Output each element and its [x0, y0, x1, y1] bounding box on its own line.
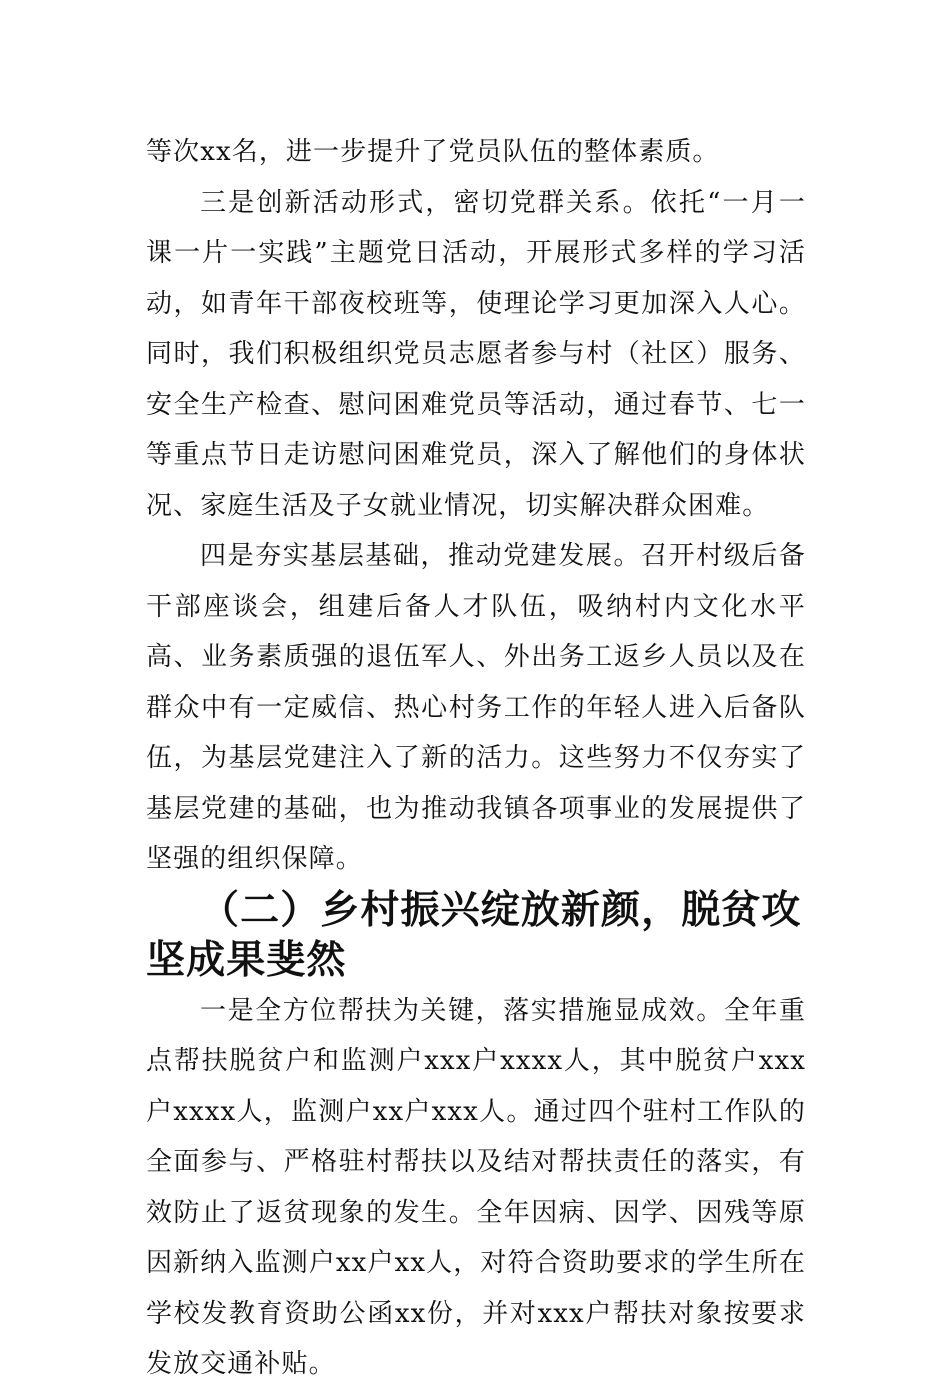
- paragraph-point-three: 三是创新活动形式，密切党群关系。依托“一月一课一片一实践”主题党日活动，开展形式多样的学习活动，如青年干部夜校班等，使理论学习更加深入人心。同时，我们积极组织党员志愿者参与村（社区）服务、安全生产检查、慰问困难党员等活动，通过春节、七一等重点节日走访慰问困难党员，深入了解他们的身体状况、家庭生活及子女就业情况，切实解决群众困难。: [146, 187, 806, 521]
- section-heading: （二）乡村振兴绽放新颜，脱贫攻坚成果斐然: [146, 886, 802, 983]
- paragraph-continuation: 等次xx名，进一步提升了党员队伍的整体素质。: [146, 137, 720, 167]
- paragraph-section2-point-one: 一是全方位帮扶为关键，落实措施显成效。全年重点帮扶脱贫户和监测户xxx户xxxx人，其中脱贫户xxx户xxxx人，监测户xx户xxx人。通过四个驻村工作队的全面参与、严格驻村帮扶以及结对帮扶责任的落实，有效防止了返贫现象的发生。全年因病、因学、因残等原因新纳入监测户xx户xx人，对符合资助要求的学生所在学校发教育资助公函xx份，并对xxx户帮扶对象按要求发放交通补贴。: [146, 995, 806, 1379]
- document-page: [146, 127, 806, 1390]
- paragraph-point-four: 四是夯实基层基础，推动党建发展。召开村级后备干部座谈会，组建后备人才队伍，吸纳村内文化水平高、业务素质强的退伍军人、外出务工返乡人员以及在群众中有一定威信、热心村务工作的年轻人进入后备队伍，为基层党建注入了新的活力。这些努力不仅夯实了基层党建的基础，也为推动我镇各项事业的发展提供了坚强的组织保障。: [146, 541, 806, 874]
